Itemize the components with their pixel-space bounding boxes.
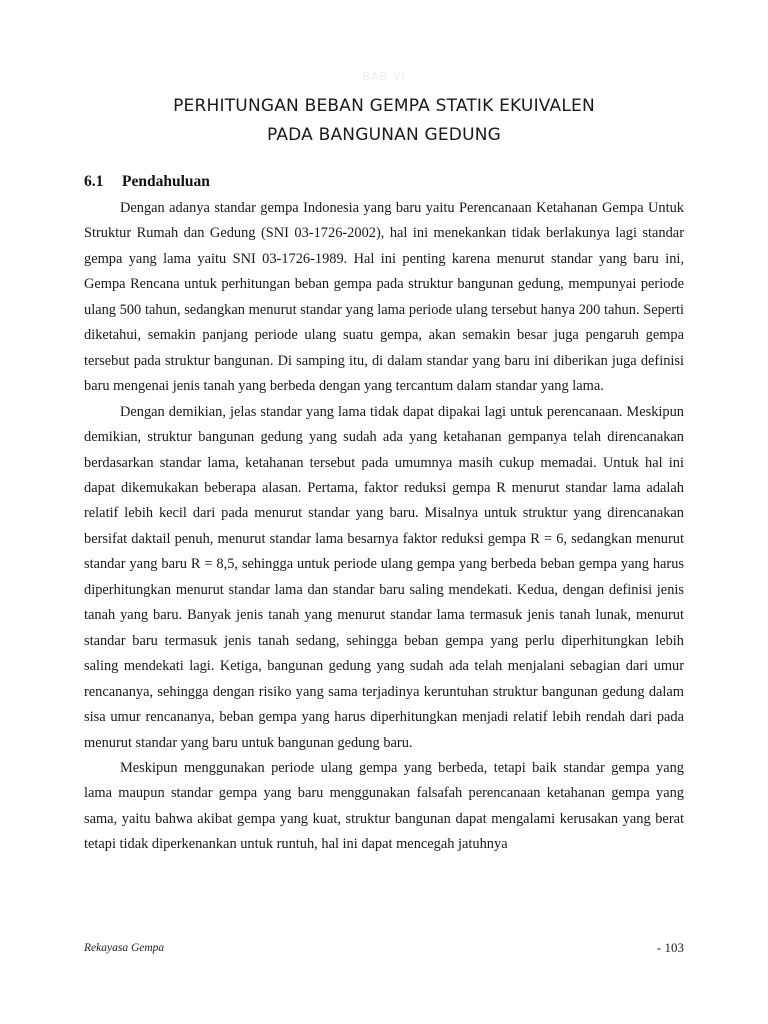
- paragraph-3: Meskipun menggunakan periode ulang gempa yang berbeda, tetapi baik standar gempa yang lama maupun standar gempa yang baru menggunakan falsafah perencanaan ketahanan gempa yang sama, yaitu bahwa akibat gempa yang kuat, struktur bangunan dapat mengalami kerusakan yang berat tetapi tidak diperkenankan untuk runtuh, hal ini dapat mencegah jatuhnya: [84, 759, 684, 853]
- section-title: Pendahuluan: [122, 173, 210, 190]
- section-heading: [84, 173, 210, 191]
- chapter-title-line-1: PERHITUNGAN BEBAN GEMPA STATIK EKUIVALEN: [173, 96, 595, 116]
- section-number: 6.1: [84, 173, 104, 190]
- footer-book-title: Rekayasa Gempa: [84, 942, 165, 954]
- paragraph-1: Dengan adanya standar gempa Indonesia yang baru yaitu Perencanaan Ketahanan Gempa Untuk Struktur Rumah dan Gedung (SNI 03-1726-2002), hal ini menekankan tidak berlakunya lagi standar gempa yang lama yaitu SNI 03-1726-1989. Hal ini penting karena menurut standar yang baru ini, Gempa Rencana untuk perhitungan beban gempa pada struktur bangunan gedung, mempunyai periode ulang 500 tahun, sedangkan menurut standar yang lama periode ulang tersebut hanya 200 tahun. Seperti diketahui, semakin panjang periode ulang suatu gempa, akan semakin besar juga pengaruh gempa tersebut pada struktur bangunan. Di samping itu, di dalam standar yang baru ini diberikan juga definisi baru mengenai jenis tanah yang berbeda dengan yang tercantum dalam standar yang lama.: [84, 200, 684, 395]
- body-text: [84, 196, 684, 858]
- footer-page-number: - 103: [656, 940, 684, 955]
- chapter-label: BAB VI: [362, 70, 406, 83]
- chapter-title-line-2: PADA BANGUNAN GEDUNG: [266, 125, 502, 145]
- paragraph-2: Dengan demikian, jelas standar yang lama tidak dapat dipakai lagi untuk perencanaan. Meskipun demikian, struktur bangunan gedung yang sudah ada yang ketahanan gempanya telah direncanakan berdasarkan standar lama, ketahanan tersebut pada umumnya masih cukup memadai. Untuk hal ini dapat dikemukakan beberapa alasan. Pertama, faktor reduksi gempa R menurut standar lama adalah relatif lebih kecil dari pada menurut standar yang baru. Misalnya untuk struktur yang direncanakan bersifat daktail penuh, menurut standar lama besarnya faktor reduksi gempa R = 6, sedangkan menurut standar yang baru R = 8,5, sehingga untuk periode ulang gempa yang berbeda beban gempa yang harus diperhitungkan menurut standar lama dan standar baru saling mendekati. Kedua, dengan definisi jenis tanah yang baru. Banyak jenis tanah yang menurut standar lama termasuk jenis tanah lunak, menurut standar baru termasuk jenis tanah sedang, sehingga beban gempa yang perlu diperhitungkan lebih saling mendekati lagi. Ketiga, bangunan gedung yang sudah ada telah menjalani sebagian dari umur rencananya, sehingga dengan risiko yang sama terjadinya keruntuhan struktur bangunan gedung dalam sisa umur rencananya, beban gempa yang harus diperhitungkan menjadi relatif lebih rendah dari pada menurut standar yang baru untuk bangunan gedung baru.: [84, 403, 684, 751]
